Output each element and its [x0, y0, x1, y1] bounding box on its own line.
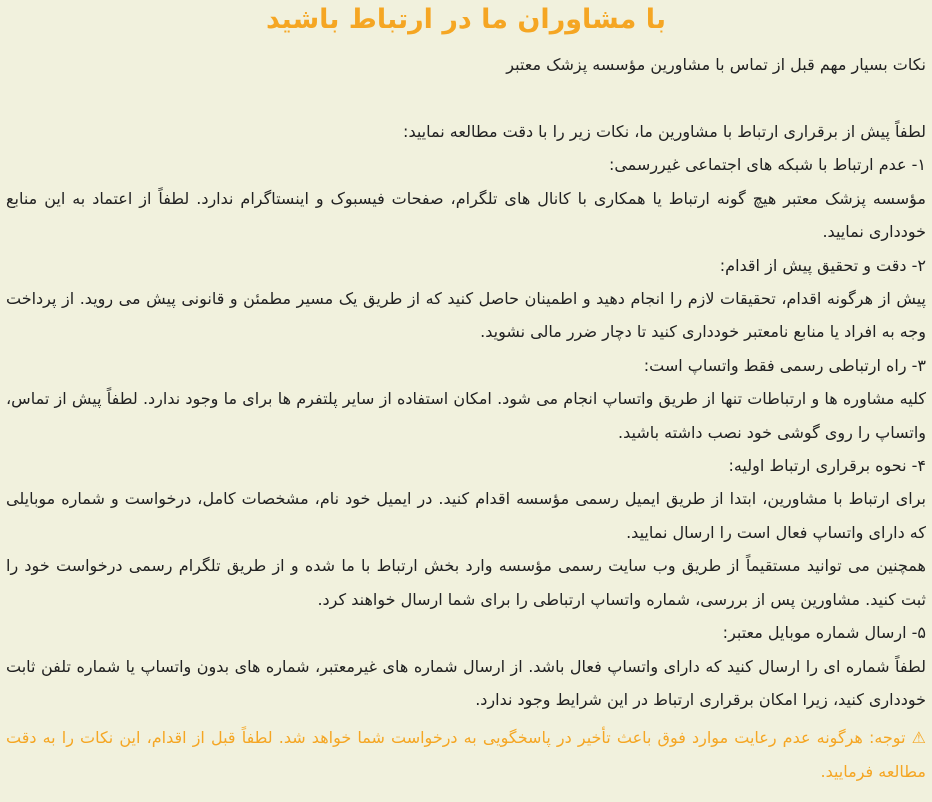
section-paragraph-5: لطفاً شماره ای را ارسال کنید که دارای واتساپ فعال باشد. از ارسال شماره های غیرمعتبر، شماره های بدون واتساپ یا شماره تلفن ثابت خودداری کنید، زیرا امکان برقراری ارتباط در این شرایط وجود ندارد. [6, 656, 926, 709]
warning-text: توجه: هرگونه عدم رعایت موارد فوق باعث تأخیر در پاسخگویی به درخواست شما خواهد شد. لطفاً قبل از اقدام، این نکات را به دقت مطالعه فرمایید. [6, 728, 926, 781]
subtitle: نکات بسیار مهم قبل از تماس با مشاورین مؤسسه پزشک معتبر [506, 55, 926, 74]
spacer [6, 76, 926, 115]
page-title: با مشاوران ما در ارتباط باشید [265, 4, 667, 35]
section-paragraph-2: پیش از هرگونه اقدام، تحقیقات لازم را انجام دهید و اطمینان حاصل کنید که از طریق یک مسیر مطمئن و قانونی پیش می روید. از پرداخت وجه به افراد یا منابع نامعتبر خودداری کنید تا دچار ضرر مالی نشوید. [6, 289, 926, 342]
warning-icon: ⚠ [911, 728, 926, 748]
section-heading-4: ۴- نحوه برقراری ارتباط اولیه: [728, 456, 926, 476]
section-heading-1: ۱- عدم ارتباط با شبکه های اجتماعی غیررسمی: [608, 155, 926, 175]
section-paragraph-4a: برای ارتباط با مشاورین، ابتدا از طریق ایمیل رسمی مؤسسه اقدام کنید. در ایمیل خود نام، مشخصات کامل، درخواست و شماره موبایلی که دارای واتساپ فعال است را ارسال نمایید. [6, 489, 926, 542]
section-paragraph-1: مؤسسه پزشک معتبر هیچ گونه ارتباط یا همکاری با کانال های تلگرام، صفحات فیسبوک و اینستاگرام ندارد. لطفاً از اعتماد به این منابع خودداری نمایید. [6, 188, 926, 242]
intro-text: لطفاً پیش از برقراری ارتباط با مشاورین ما، نکات زیر را با دقت مطالعه نمایید: [403, 122, 926, 141]
section-heading-5: ۵- ارسال شماره موبایل معتبر: [722, 623, 926, 643]
section-paragraph-3: کلیه مشاوره ها و ارتباطات تنها از طریق واتساپ انجام می شود. امکان استفاده از سایر پلتفرم ها برای ما وجود ندارد. لطفاً پیش از تماس، واتساپ را روی گوشی خود نصب داشته باشید. [6, 389, 926, 442]
section-heading-3: ۳- راه ارتباطی رسمی فقط واتساپ است: [643, 355, 926, 375]
warning-note [6, 721, 926, 788]
section-heading-2: ۲- دقت و تحقیق پیش از اقدام: [719, 255, 926, 275]
section-paragraph-4b: همچنین می توانید مستقیماً از طریق وب سایت رسمی مؤسسه وارد بخش ارتباط با ما شده و از طریق تلگرام رسمی درخواست خود را ثبت کنید. مشاورین پس از بررسی، شماره واتساپ ارتباطی را برای شما ارسال خواهند کرد. [6, 556, 926, 609]
